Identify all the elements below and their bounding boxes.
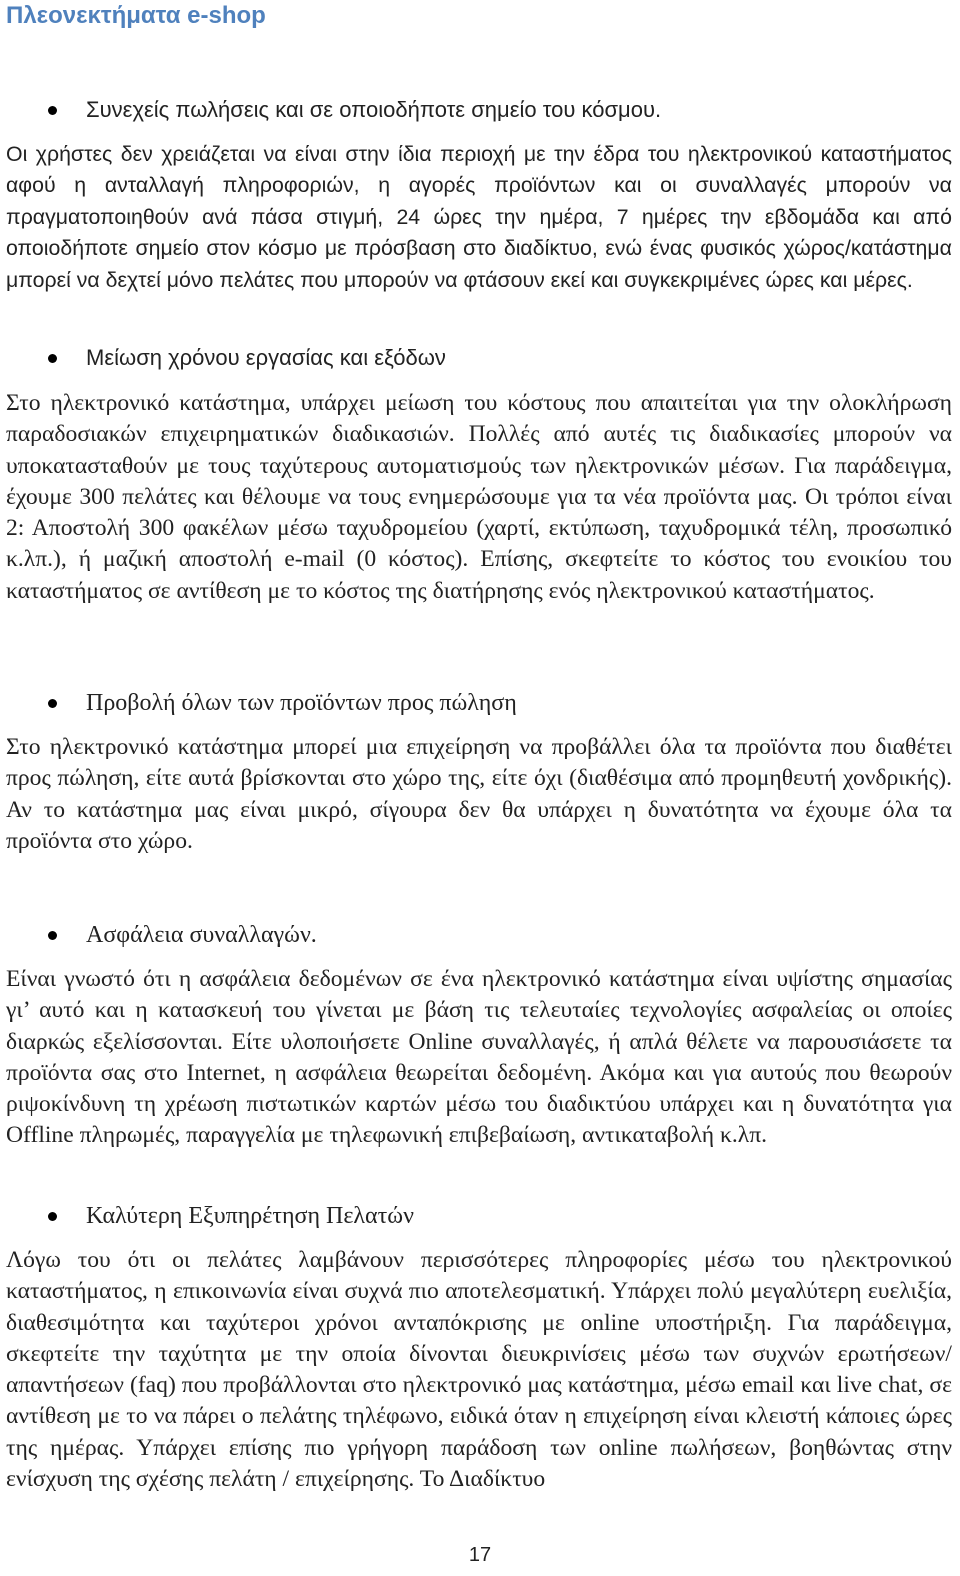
bullet-text: Καλύτερη Εξυπηρέτηση Πελατών [86,1203,414,1229]
bullet-icon [48,1212,57,1221]
page-heading: Πλεονεκτήματα e-shop [6,2,266,29]
bullet-icon [48,106,57,115]
bullet-text: Μείωση χρόνου εργασίας και εξόδων [86,345,446,370]
paragraph: Λόγω του ότι οι πελάτες λαμβάνουν περισσότερες πληροφορίες μέσω του ηλεκτρονικού καταστήματος, η επικοινωνία είναι συχνά πιο αποτελεσματική. Υπάρχει πολύ μεγαλύτερη ευελιξία, διαθεσιμότητα και ταχύτεροι χρόνοι ανταπόκρισης με online υποστήριξη. Για παράδειγμα, σκεφτείτε την ταχύτητα με την οποία δίνονται διευκρινίσεις μέσω των συχνών ερωτήσεων/απαντήσεων (faq) που προβάλλονται στο ηλεκτρονικό μας κατάστημα, μέσω email και live chat, σε αντίθεση με το να πάρει ο πελάτης τηλέφωνο, ειδικά όταν η επιχείρηση είναι κλειστή κάποιες ώρες της ημέρας. Υπάρχει επίσης πιο γρήγορη παράδοση των online πωλήσεων, βοηθώντας στην ενίσχυση της σχέσης πελάτη / επιχείρησης. Το Διαδίκτυο [6,1247,952,1493]
bullet-icon [48,354,57,363]
paragraph: Στο ηλεκτρονικό κατάστημα μπορεί μια επιχείρηση να προβάλλει όλα τα προϊόντα που διαθέτει προς πώληση, είτε αυτά βρίσκονται στο χώρο της, είτε όχι (διαθέσιμα από προμηθευτή χονδρικής). Αν το κατάστημα μας είναι μικρό, σίγουρα δεν θα υπάρχει η δυνατότητα να έχουμε όλα τα προϊόντα στο χώρο. [6,734,952,854]
bullet-item [48,920,317,950]
bullet-text: Προβολή όλων των προϊόντων προς πώληση [86,690,517,716]
bullet-icon [48,931,57,940]
paragraph: Είναι γνωστό ότι η ασφάλεια δεδομένων σε ένα ηλεκτρονικό κατάστημα είναι υψίστης σημασίας γι’ αυτό και η κατασκευή του γίνεται με βάση τις τελευταίες τεχνολογίες ασφαλείας οι οποίες διαρκώς εξελίσσονται. Είτε υλοποιήσετε Online συναλλαγές, ή απλά θέλετε να παρουσιάσετε τα προϊόντα σας στο Internet, η ασφάλεια θεωρείται δεδομένη. Ακόμα και για αυτούς που θεωρούν ριψοκίνδυνη τη χρέωση πιστωτικών καρτών μέσω του διαδικτύου υπάρχει και η δυνατότητα για Offline πληρωμές, παραγγελία με τηλεφωνική επιβεβαίωση, αντικαταβολή κ.λπ. [6,966,952,1149]
bullet-item [48,1201,414,1231]
page-number: 17 [468,1544,492,1566]
paragraph: Οι χρήστες δεν χρειάζεται να είναι στην ίδια περιοχή με την έδρα του ηλεκτρονικού καταστήματος αφού η ανταλλαγή πληροφοριών, η αγορές προϊόντων και οι συναλλαγές μπορούν να πραγματοποιηθούν ανά πάσα στιγμή, 24 ώρες την ημέρα, 7 ημέρες την εβδομάδα και από οποιοδήποτε σημείο στον κόσμο με πρόσβαση στο διαδίκτυο, ενώ ένας φυσικός χώρος/κατάστημα μπορεί να δεχτεί μόνο πελάτες που μπορούν να φτάσουν εκεί και συγκεκριμένες ώρες και μέρες. [6,142,952,292]
bullet-text: Ασφάλεια συναλλαγών. [86,922,317,948]
paragraph: Στο ηλεκτρονικό κατάστημα, υπάρχει μείωση του κόστους που απαιτείται για την ολοκλήρωση παραδοσιακών επιχειρηματικών διαδικασιών. Πολλές από αυτές τις διαδικασίες μπορούν να υποκατασταθούν με τους ταχύτερους αυτοματισμούς των ηλεκτρονικών μέσων. Για παράδειγμα, έχουμε 300 πελάτες και θέλουμε να τους ενημερώσουμε για τα νέα προϊόντα μας. Οι τρόποι είναι 2: Αποστολή 300 φακέλων μέσω ταχυδρομείου (χαρτί, εκτύπωση, ταχυδρομικά τέλη, προσωπικό κ.λπ.), ή μαζική αποστολή e-mail (0 κόστος). Επίσης, σκεφτείτε το κόστος του ενοικίου του καταστήματος σε αντίθεση με το κόστος της διατήρησης ενός ηλεκτρονικού καταστήματος. [6,390,952,604]
bullet-icon [48,699,57,708]
bullet-item [48,688,517,718]
bullet-item [48,343,446,373]
bullet-text: Συνεχείς πωλήσεις και σε οποιοδήποτε σημείο του κόσμου. [86,97,662,122]
bullet-item [48,95,661,125]
